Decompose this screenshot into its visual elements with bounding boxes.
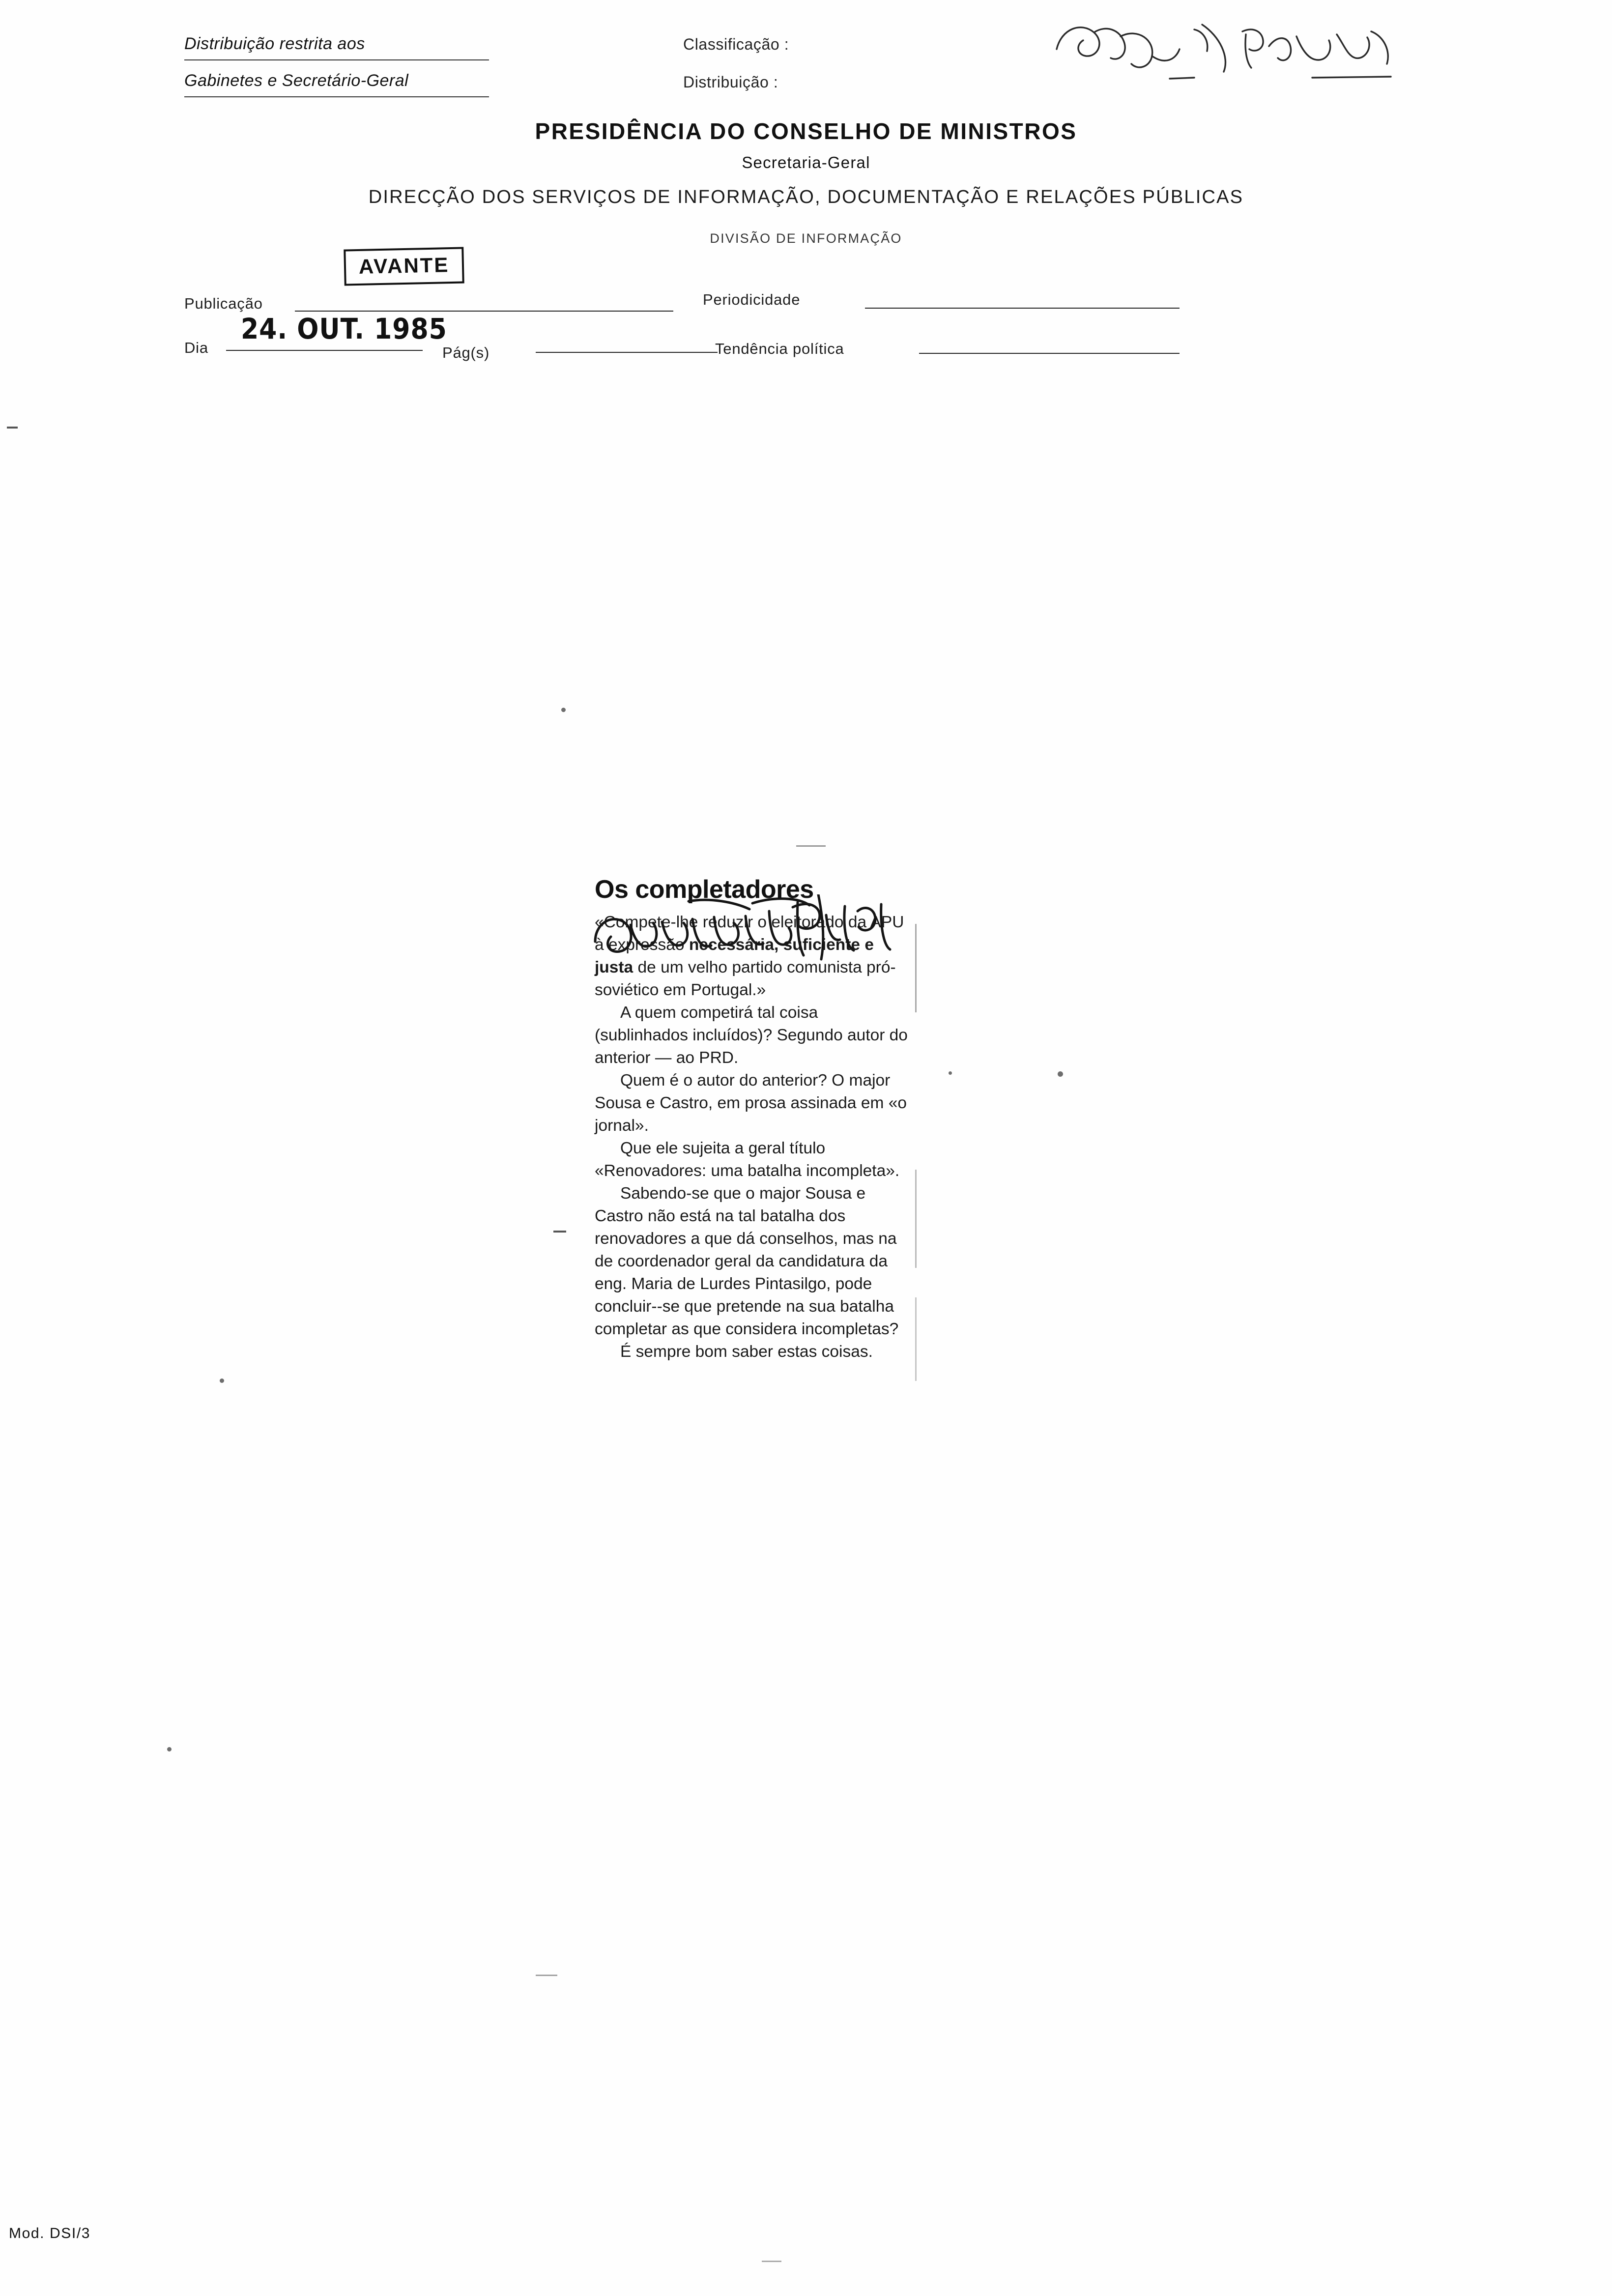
distribution-label: Distribuição : — [683, 73, 778, 91]
direction-title: DIRECÇÃO DOS SERVIÇOS DE INFORMAÇÃO, DOCUMENTAÇÃO E RELAÇÕES PÚBLICAS — [368, 187, 1244, 207]
clipping-headline: Os completadores — [595, 875, 814, 904]
scan-speck — [796, 845, 826, 847]
clipping-text: É sempre bom saber estas coisas. — [620, 1343, 873, 1361]
scan-speck — [220, 1378, 224, 1383]
clipping-body — [595, 911, 909, 1363]
handwritten-initials-annotation — [1047, 15, 1410, 93]
tendency-label: Tendência política — [715, 340, 844, 357]
division-title: DIVISÃO DE INFORMAÇÃO — [710, 231, 902, 246]
clipping-paragraph — [595, 1069, 909, 1137]
clipping-text: de um velho partido comunista pró-soviético em Portugal.» — [595, 958, 896, 999]
newspaper-clipping — [595, 875, 909, 1363]
page-title: PRESIDÊNCIA DO CONSELHO DE MINISTROS — [535, 118, 1077, 144]
periodicity-field-rule[interactable] — [865, 308, 1180, 309]
classification-label: Classificação : — [683, 35, 789, 53]
form-code: Mod. DSI/3 — [9, 2225, 91, 2241]
distribution-line-1: Distribuição restrita aos — [184, 34, 489, 60]
distribution-block — [184, 34, 489, 97]
scan-speck — [167, 1747, 172, 1751]
classification-block — [683, 35, 789, 91]
day-field-rule[interactable] — [226, 350, 423, 351]
clipping-paragraph — [595, 1341, 909, 1363]
scan-speck — [762, 2261, 781, 2262]
scan-speck — [553, 1231, 566, 1233]
periodicity-label: Periodicidade — [703, 291, 801, 308]
clipping-edge-mark — [915, 924, 917, 1012]
clipping-emphasis: necessária, suficiente e justa — [595, 936, 874, 976]
tendency-field-rule[interactable] — [919, 353, 1180, 354]
pages-label: Pág(s) — [442, 344, 490, 361]
scan-speck — [949, 1071, 952, 1075]
scan-speck — [561, 708, 566, 712]
clipping-text: Que ele sujeita a geral título «Renovadores: uma batalha incompleta». — [595, 1139, 900, 1180]
clipping-text: Sabendo-se que o major Sousa e Castro não está na tal batalha dos renovadores a que dá conselhos, mas na de coordenador geral da candidatura da eng. Maria de Lurdes Pintasilgo, pode concluir--se que pretende na sua batalha completar as que considera incompletas? — [595, 1184, 899, 1338]
scan-speck — [7, 427, 18, 429]
publication-field-rule[interactable] — [295, 311, 673, 312]
clipping-paragraph — [595, 1002, 909, 1069]
clipping-edge-mark — [915, 1170, 917, 1268]
clipping-text: «Compete-lhe reduzir o eleitorado da APU à expressão — [595, 913, 904, 954]
distribution-line-2: Gabinetes e Secretário-Geral — [184, 60, 489, 97]
clipping-text: Quem é o autor do anterior? O major Sousa e Castro, em prosa assinada em «o jornal». — [595, 1071, 907, 1135]
date-stamp: 24. OUT. 1985 — [241, 313, 447, 346]
clipping-paragraph — [595, 1137, 909, 1182]
clipping-text: A quem competirá tal coisa (sublinhados incluídos)? Segundo autor do anterior — ao PRD. — [595, 1004, 908, 1067]
pages-field-rule[interactable] — [536, 352, 718, 353]
clipping-paragraph — [595, 911, 909, 1002]
publication-stamp: AVANTE — [344, 247, 464, 286]
clipping-edge-mark — [915, 1297, 917, 1381]
day-label: Dia — [184, 339, 208, 356]
page-subtitle: Secretaria-Geral — [742, 153, 870, 172]
publication-label: Publicação — [184, 295, 263, 312]
clipping-paragraph — [595, 1182, 909, 1341]
scan-speck — [536, 1975, 557, 1976]
scan-speck — [1058, 1071, 1063, 1077]
